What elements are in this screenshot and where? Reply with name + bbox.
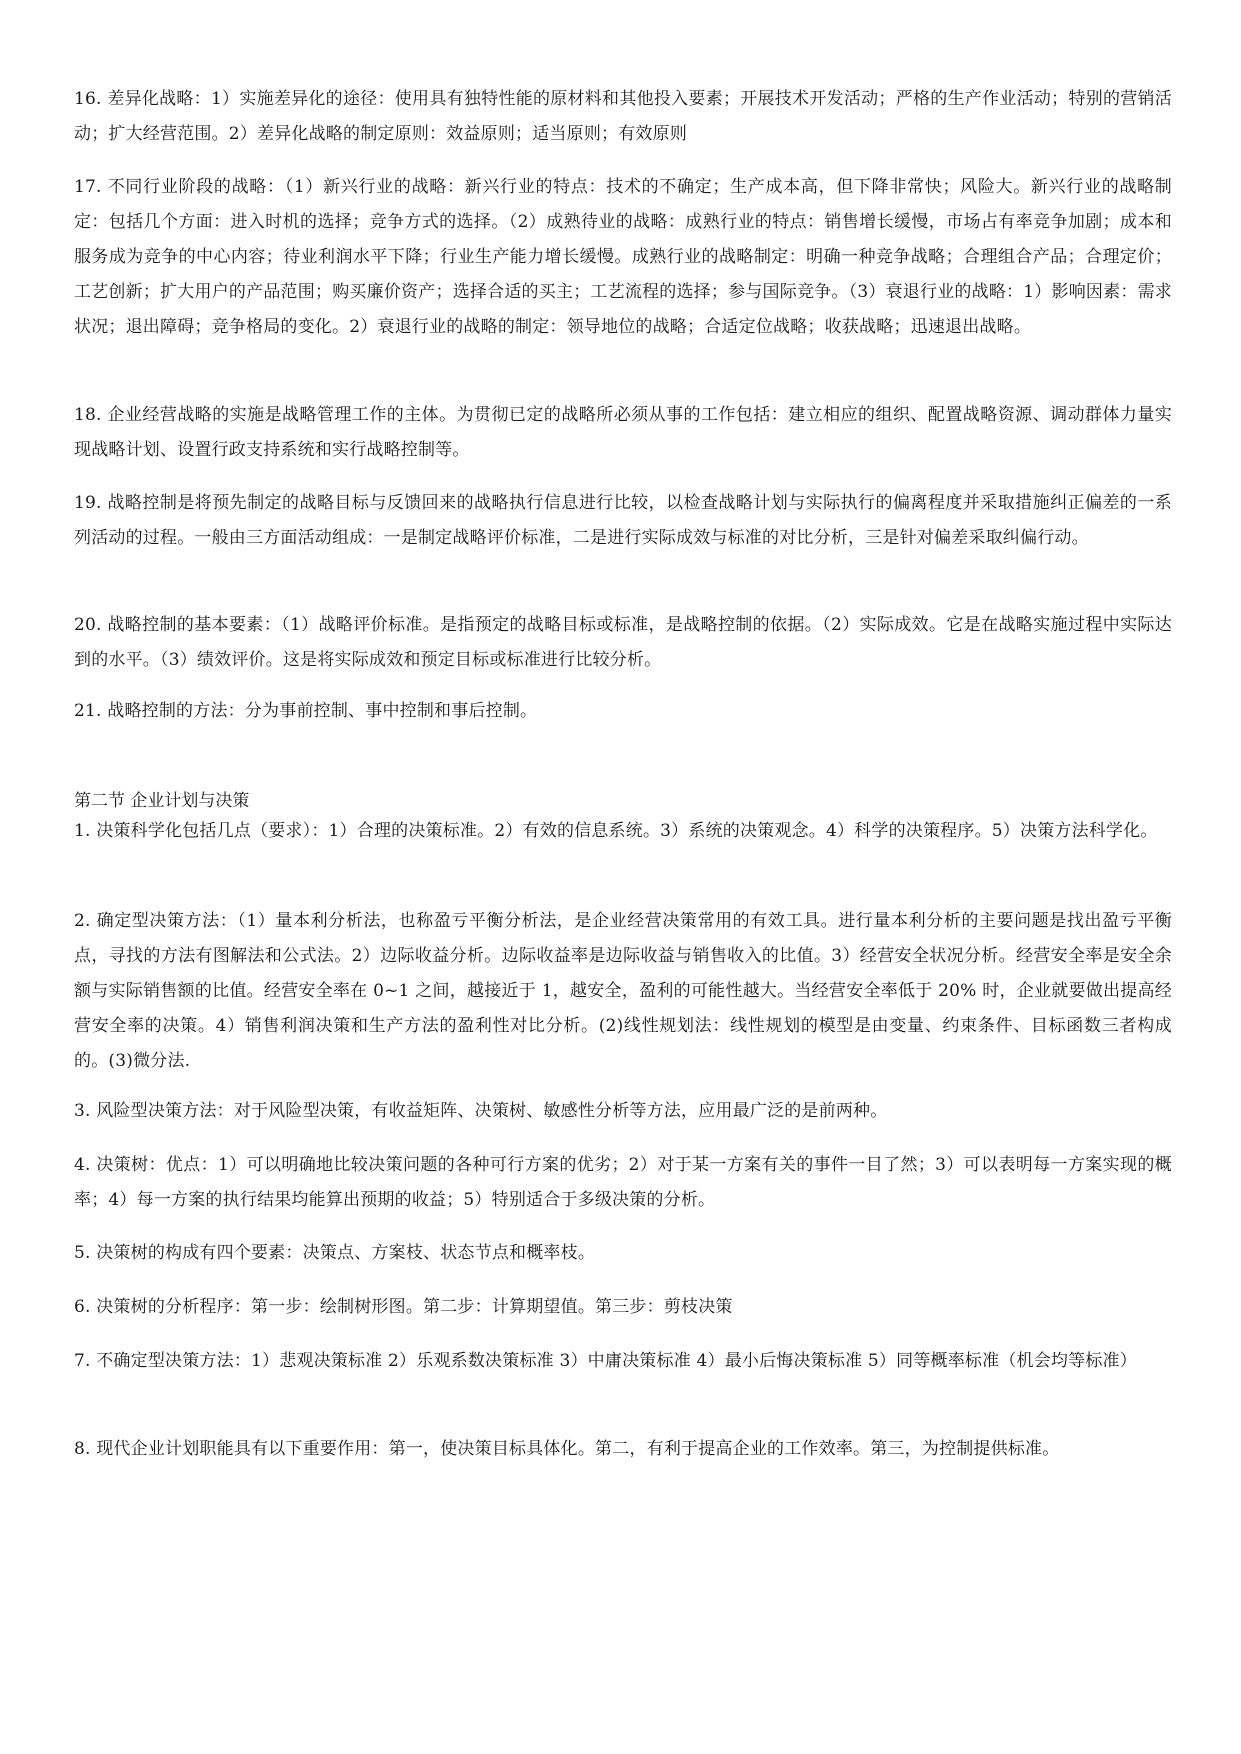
paragraph-7-uncertain-decision: 7. 不确定型决策方法：1）悲观决策标准 2）乐观系数决策标准 3）中庸决策标准 4）最小后悔决策标准 5）同等概率标准（机会均等标准） bbox=[74, 1351, 1137, 1371]
paragraph-1-scientific-decision: 1. 决策科学化包括几点（要求）：1）合理的决策标准。2）有效的信息系统。3）系统的决策观念。4）科学的决策程序。5）决策方法科学化。 bbox=[74, 821, 1158, 841]
paragraph-17-industry-stage-strategy: 17. 不同行业阶段的战略：（1）新兴行业的战略：新兴行业的特点：技术的不确定；生产成本高，但下降非常快；风险大。新兴行业的战略制定：包括几个方面：进入时机的选择；竞争方式的选择。（2）成熟待业的战略：成熟行业的特点：销售增长缓慢，市场占有率竞争加剧；成本和服务成为竞争的中心内容；待业利润水平下降；行业生产能力增长缓慢。成熟行业的战略制定：明确一种竞争战略；合理组合产品；合理定价；工艺创新；扩大用户的产品范围；购买廉价资产；选择合适的买主；工艺流程的选择；参与国际竞争。（3）衰退行业的战略：1）影响因素：需求状况；退出障碍；竞争格局的变化。2）衰退行业的战略的制定：领导地位的战略；合适定位战略；收获战略；迅速退出战略。 bbox=[74, 177, 1172, 337]
paragraph-18-strategy-implementation: 18. 企业经营战略的实施是战略管理工作的主体。为贯彻已定的战略所必须从事的工作包括：建立相应的组织、配置战略资源、调动群体力量实现战略计划、设置行政支持系统和实行战略控制等。 bbox=[74, 405, 1172, 460]
paragraph-21-control-methods: 21. 战略控制的方法：分为事前控制、事中控制和事后控制。 bbox=[74, 701, 538, 721]
paragraph-8-planning-functions: 8. 现代企业计划职能具有以下重要作用：第一，使决策目标具体化。第二，有利于提高企业的工作效率。第三，为控制提供标准。 bbox=[74, 1439, 1060, 1459]
paragraph-2-deterministic-decision: 2. 确定型决策方法：（1）量本利分析法，也称盈亏平衡分析法，是企业经营决策常用的有效工具。进行量本利分析的主要问题是找出盈亏平衡点，寻找的方法有图解法和公式法。2）边际收益分析。边际收益率是边际收益与销售收入的比值。3）经营安全状况分析。经营安全率是安全余额与实际销售额的比值。经营安全率在 0~1 之间，越接近于 1，越安全，盈利的可能性越大。当经营安全率低于 20% 时，企业就要做出提高经营安全率的决策。4）销售利润决策和生产方法的盈利性对比分析。(2)线性规划法：线性规划的模型是由变量、约束条件、目标函数三者构成的。(3)微分法. bbox=[74, 911, 1172, 1071]
section-heading: 第二节 企业计划与决策 bbox=[74, 791, 250, 811]
paragraph-5-decision-tree-elements: 5. 决策树的构成有四个要素：决策点、方案枝、状态节点和概率枝。 bbox=[74, 1243, 596, 1263]
paragraph-19-strategic-control: 19. 战略控制是将预先制定的战略目标与反馈回来的战略执行信息进行比较，以检查战略计划与实际执行的偏离程度并采取措施纠正偏差的一系列活动的过程。一般由三方面活动组成：一是制定战略评价标准，二是进行实际成效与标准的对比分析，三是针对偏差采取纠偏行动。 bbox=[74, 493, 1172, 548]
paragraph-16-differentiation-strategy: 16. 差异化战略：1）实施差异化的途径：使用具有独特性能的原材料和其他投入要素；开展技术开发活动；严格的生产作业活动；特别的营销活动；扩大经营范围。2）差异化战略的制定原则：效益原则；适当原则；有效原则 bbox=[74, 89, 1172, 144]
paragraph-3-risk-decision: 3. 风险型决策方法：对于风险型决策，有收益矩阵、决策树、敏感性分析等方法，应用最广泛的是前两种。 bbox=[74, 1101, 888, 1121]
paragraph-4-decision-tree: 4. 决策树：优点：1）可以明确地比较决策问题的各种可行方案的优劣；2）对于某一方案有关的事件一目了然；3）可以表明每一方案实现的概率；4）每一方案的执行结果均能算出预期的收益；5）特别适合于多级决策的分析。 bbox=[74, 1155, 1172, 1210]
paragraph-20-control-elements: 20. 战略控制的基本要素：（1）战略评价标准。是指预定的战略目标或标准，是战略控制的依据。（2）实际成效。它是在战略实施过程中实际达到的水平。（3）绩效评价。这是将实际成效和预定目标或标准进行比较分析。 bbox=[74, 615, 1172, 670]
paragraph-6-decision-tree-procedure: 6. 决策树的分析程序：第一步：绘制树形图。第二步：计算期望值。第三步：剪枝决策 bbox=[74, 1297, 733, 1317]
